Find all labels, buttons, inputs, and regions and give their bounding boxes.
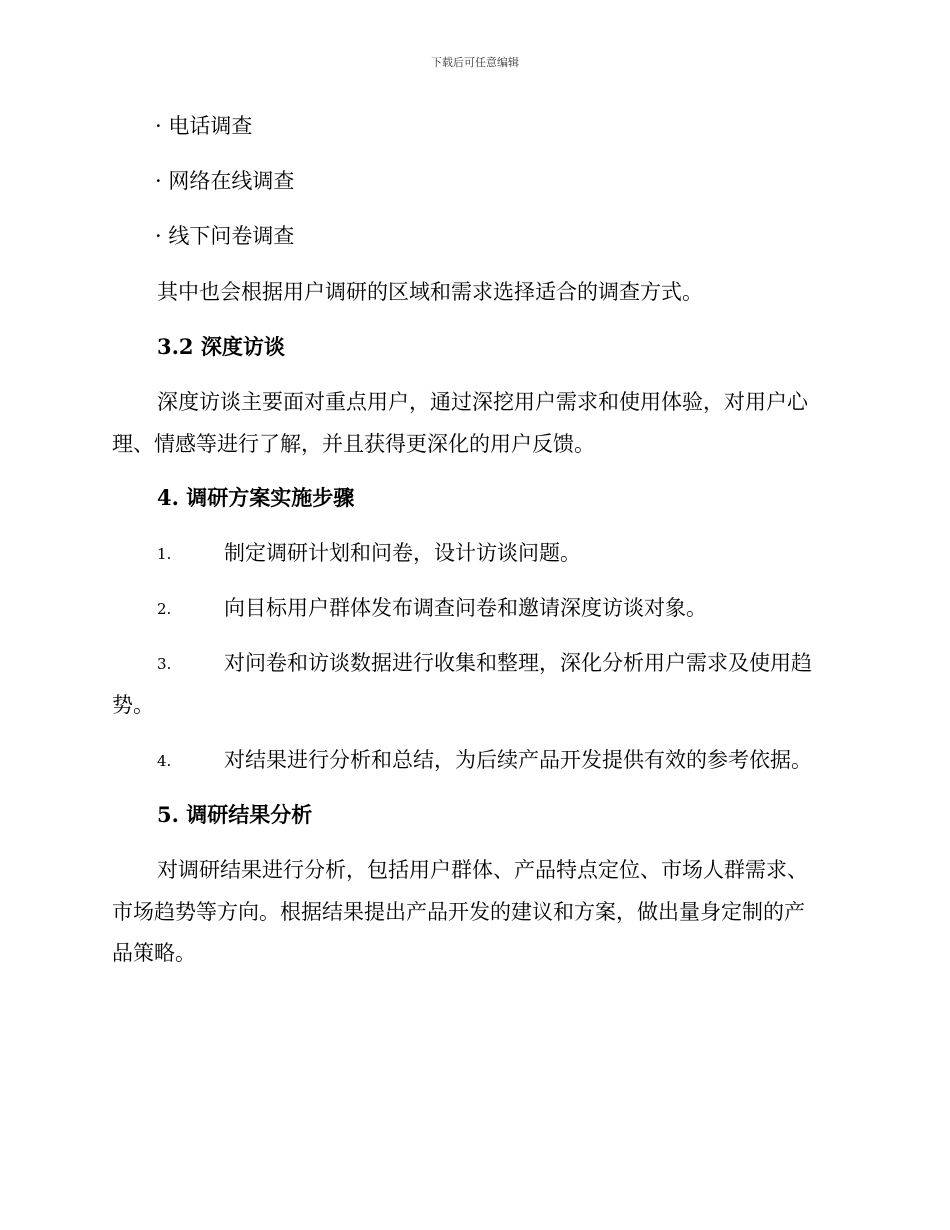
step-text-continuation: 势。: [112, 693, 154, 717]
bullet-item-offline-survey: · 线下问卷调查: [155, 224, 295, 248]
bullet-item-phone-survey: · 电话调查: [155, 114, 253, 138]
step-number: 4.: [157, 752, 172, 770]
step-text: 向目标用户群体发布调查问卷和邀请深度访谈对象。: [224, 596, 707, 620]
step-number: 1.: [157, 545, 172, 563]
step-number: 3.: [157, 655, 172, 673]
survey-note-paragraph: 其中也会根据用户调研的区域和需求选择适合的调查方式。: [157, 280, 703, 304]
step-text: 制定调研计划和问卷，设计访谈问题。: [224, 541, 581, 565]
section-5-heading: 5. 调研结果分析: [157, 802, 313, 827]
section-3-2-heading: 3.2 深度访谈: [157, 334, 285, 359]
section-3-2-paragraph-line-2: 理、情感等进行了解，并且获得更深化的用户反馈。: [112, 432, 595, 456]
section-5-paragraph-line-3: 品策略。: [112, 941, 196, 965]
step-text: 对结果进行分析和总结，为后续产品开发提供有效的参考依据。: [224, 748, 812, 772]
step-number: 2.: [157, 600, 172, 618]
section-4-heading: 4. 调研方案实施步骤: [157, 485, 355, 510]
bullet-item-online-survey: · 网络在线调查: [155, 169, 295, 193]
page-header: 下载后可任意编辑: [431, 56, 519, 69]
section-5-paragraph-line-2: 市场趋势等方向。根据结果提出产品开发的建议和方案，做出量身定制的产: [112, 900, 805, 924]
section-3-2-paragraph-line-1: 深度访谈主要面对重点用户，通过深挖用户需求和使用体验，对用户心: [157, 390, 808, 414]
step-text: 对问卷和访谈数据进行收集和整理，深化分析用户需求及使用趋: [224, 651, 812, 675]
section-5-paragraph-line-1: 对调研结果进行分析，包括用户群体、产品特点定位、市场人群需求、: [157, 858, 808, 882]
